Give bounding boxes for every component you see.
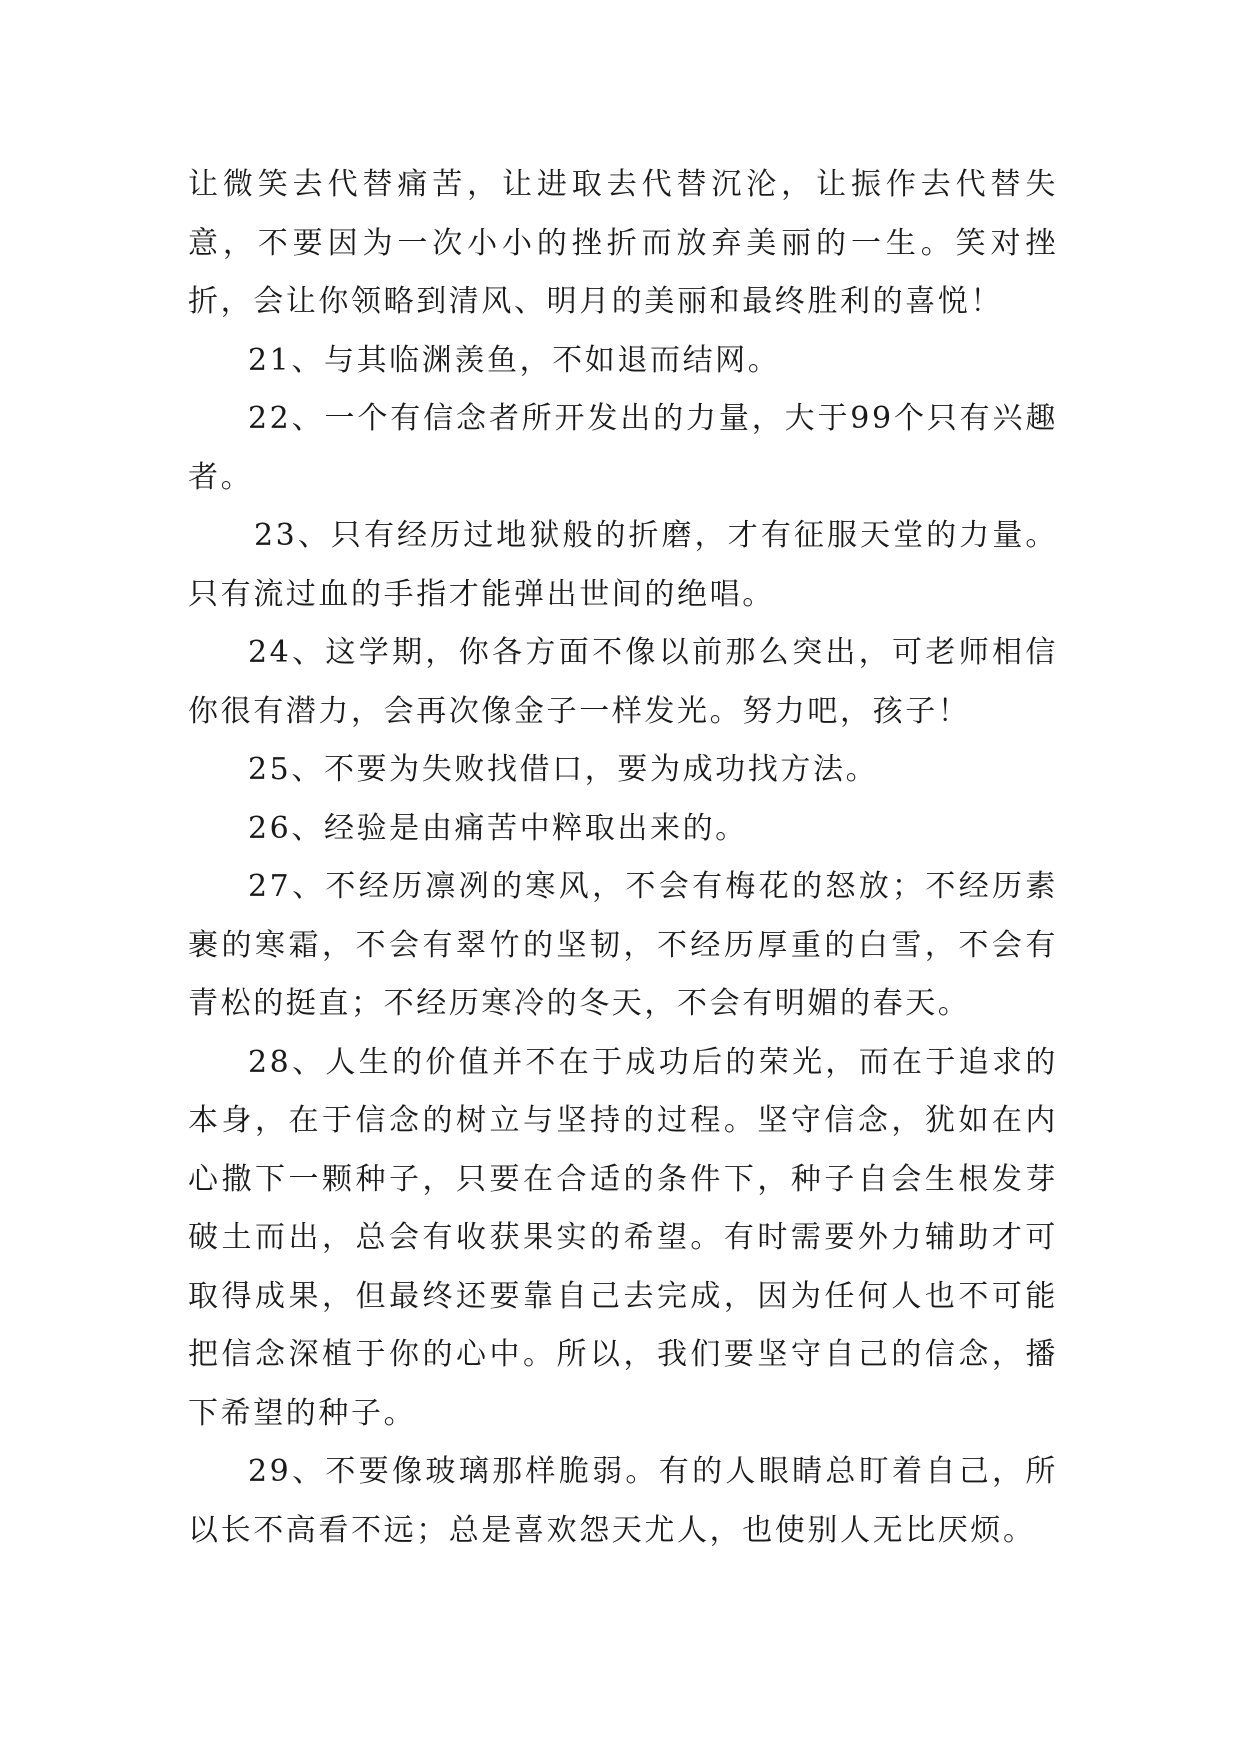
document-body: [188, 156, 1058, 1560]
paragraph-continuation: 让微笑去代替痛苦，让进取去代替沉沦，让振作去代替失意，不要因为一次小小的挫折而放弃美丽的一生。笑对挫折，会让你领略到清风、明月的美丽和最终胜利的喜悦！: [188, 167, 1058, 319]
paragraph-24: 24、这学期，你各方面不像以前那么突出，可老师相信你很有潜力，会再次像金子一样发光。努力吧，孩子！: [188, 635, 1058, 729]
paragraph-29: 29、不要像玻璃那样脆弱。有的人眼睛总盯着自己，所以长不高看不远；总是喜欢怨天尤人，也使别人无比厌烦。: [188, 1454, 1058, 1548]
paragraph-26: 26、经验是由痛苦中粹取出来的。: [248, 810, 748, 846]
paragraph-22: 22、一个有信念者所开发出的力量，大于99个只有兴趣者。: [188, 401, 1058, 495]
paragraph-25: 25、不要为失败找借口，要为成功找方法。: [248, 752, 879, 787]
paragraph-21: 21、与其临渊羡鱼，不如退而结网。: [248, 342, 781, 378]
paragraph-23: 23、只有经历过地狱般的折磨，才有征服天堂的力量。只有流过血的手指才能弹出世间的绝唱。: [188, 518, 1058, 612]
paragraph-28: 28、人生的价值并不在于成功后的荣光，而在于追求的本身，在于信念的树立与坚持的过程。坚守信念，犹如在内心撒下一颗种子，只要在合适的条件下，种子自会生根发芽破土而出，总会有收获果实的希望。有时需要外力辅助才可取得成果，但最终还要靠自己去完成，因为任何人也不可能把信念深植于你的心中。所以，我们要坚守自己的信念，播下希望的种子。: [188, 1044, 1058, 1431]
paragraph-27: 27、不经历凛冽的寒风，不会有梅花的怒放；不经历素裹的寒霜，不会有翠竹的坚韧，不经历厚重的白雪，不会有青松的挺直；不经历寒冷的冬天，不会有明媚的春天。: [188, 869, 1058, 1021]
